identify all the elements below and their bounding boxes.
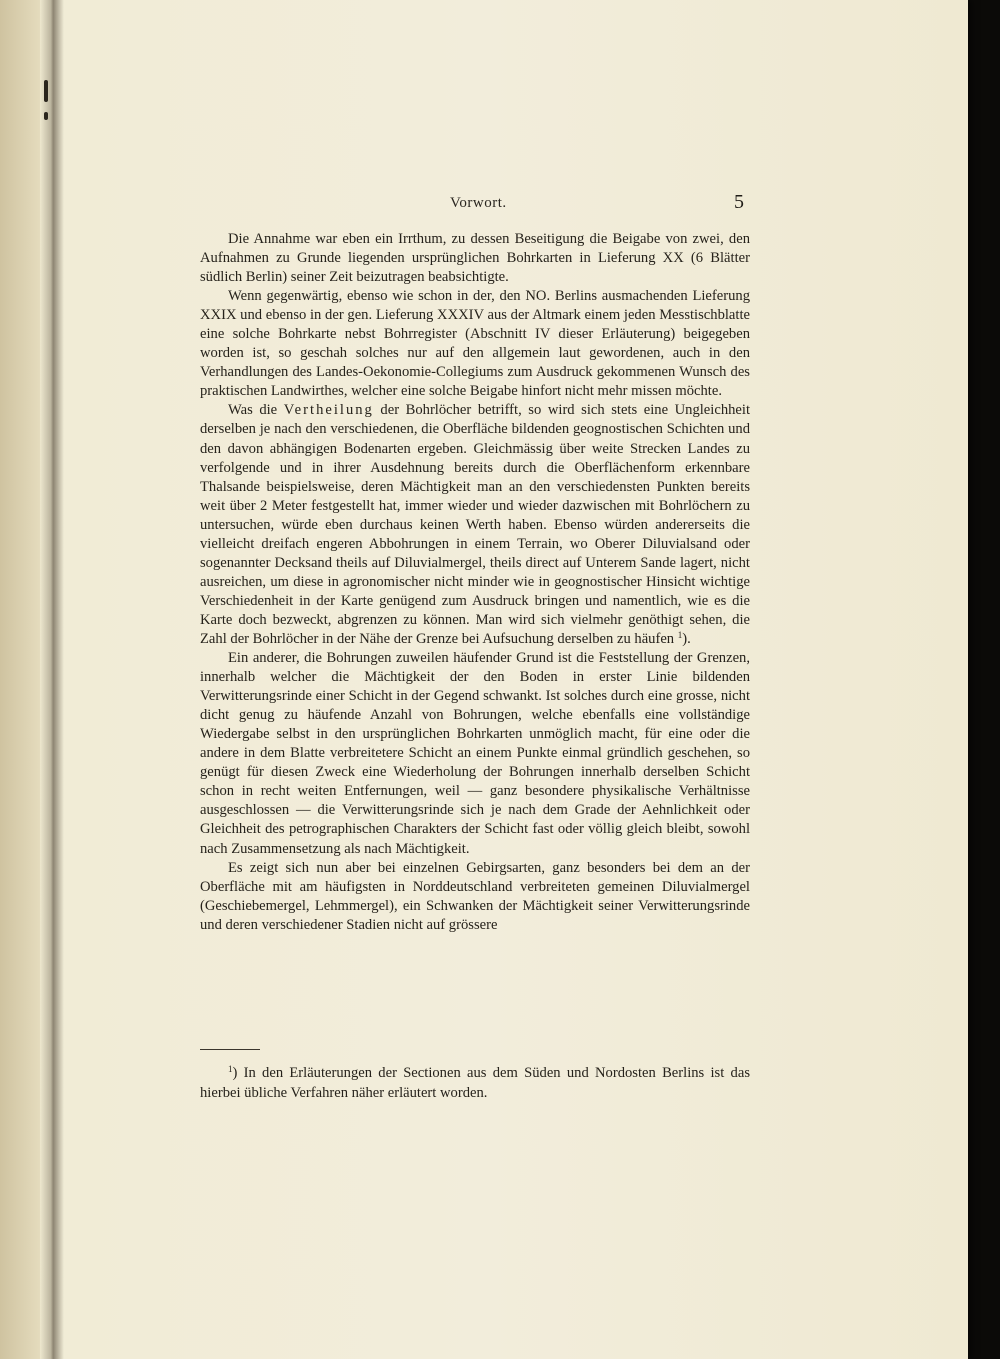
paragraph bbox=[200, 401, 750, 649]
body-text bbox=[200, 230, 750, 935]
paragraph bbox=[200, 230, 750, 287]
footnote-marker: 1 bbox=[228, 1064, 233, 1074]
binding-gutter bbox=[40, 0, 64, 1359]
paragraph-lead: Was die bbox=[228, 402, 278, 419]
footnote-reference[interactable]: 1 bbox=[677, 629, 683, 640]
running-head: Vorwort. bbox=[450, 195, 507, 211]
binding-thread-mark bbox=[44, 112, 48, 120]
emphasized-term: Vertheilung bbox=[283, 402, 374, 419]
paragraph bbox=[200, 287, 750, 401]
page-header bbox=[200, 191, 750, 221]
page-number: 5 bbox=[734, 191, 744, 213]
paragraph-text: der Bohrlöcher betrifft, so wird sich stets eine Ungleichheit derselben je nach den verschiedenen, die Oberfläche bildenden geognostischen Schichten und den davon abhängigen Bodenarten ergeben. Gleichmässig über weite Strecken Landes zu verfolgende und in ihrer Ausdehnung bereits durch die Oberflächenform erkennbare Thalsande beispielsweise, deren Mächtigkeit man an den verschiedensten Punkten bereits weit über 2 Meter festgestellt hat, immer wieder und wieder dazwischen mit Bohrlöchern zu untersuchen, würde eben durchaus keinen Werth haben. Ebenso würden andererseits die vielleicht dreifach engeren Abbohrungen in einem Terrain, wo Oberer Diluvialsand oder sogenannter Decksand theils auf Diluvialmergel, theils direct auf Unterem Sande lagert, nicht ausreichen, um diese in agronomischer nicht minder wie in geognostischer Hinsicht wichtige Verschiedenheit in der Karte genügend zum Ausdruck bringen und namentlich, wie es die Karte doch bezweckt, abgrenzen zu können. Man wird sich vielmehr genöthigt sehen, die Zahl der Bohrlöcher in der Nähe der Grenze bei Aufsuchung derselben zu häufen bbox=[200, 402, 751, 647]
paragraph bbox=[200, 859, 750, 935]
paragraph-text: Die Annahme war eben ein Irrthum, zu dessen Beseitigung die Beigabe von zwei, den Aufnahmen zu Grunde liegenden ursprünglichen Bohrkarten in Lieferung XX (6 Blätter südlich Berlin) seiner Zeit beizutragen beabsichtigte. bbox=[200, 231, 750, 286]
binding-thread-mark bbox=[44, 80, 48, 102]
paragraph-text: Es zeigt sich nun aber bei einzelnen Gebirgsarten, ganz besonders bei dem an der Oberfläche mit am häufigsten in Norddeutschland verbreiteten gemeinen Diluvialmergel (Geschiebemergel, Lehmmergel), ein Schwanken der Mächtigkeit seiner Verwitterungsrinde und deren verschiedener Stadien nicht auf grössere bbox=[200, 859, 750, 933]
footnote-paragraph bbox=[200, 1064, 750, 1103]
paragraph-text: Wenn gegenwärtig, ebenso wie schon in der, den NO. Berlins ausmachenden Lieferung XXIX und ebenso in der gen. Lieferung XXXIV aus der Altmark einem jeden Messtischblatte eine solche Bohrkarte nebst Bohrregister (Abschnitt IV dieser Erläuterung) beigegeben worden ist, so geschah solches nur auf den allgemein laut gewordenen, auch in den Verhandlungen des Landes-Oekonomie-Collegiums zum Ausdruck gekommenen Wunsch des praktischen Landwirthes, welcher eine solche Beigabe hinfort nicht mehr missen möchte. bbox=[200, 288, 750, 400]
footnote-text: ) In den Erläuterungen der Sectionen aus dem Süden und Nordosten Berlins ist das hierbei übliche Verfahren näher erläutert worden. bbox=[200, 1065, 750, 1101]
previous-page-edge bbox=[0, 0, 40, 1359]
paragraph-tail: ). bbox=[682, 630, 691, 647]
footnote-divider bbox=[200, 1049, 260, 1050]
footnote bbox=[200, 1064, 750, 1103]
paragraph-text: Ein anderer, die Bohrungen zuweilen häufender Grund ist die Feststellung der Grenzen, innerhalb welcher die Mächtigkeit der den Boden in erster Linie bildenden Verwitterungsrinde einer Schicht in der Gegend schwankt. Ist solches durch eine grosse, nicht dicht genug zu häufende Anzahl von Bohrungen, welche ebenfalls eine vollständige Wiedergabe selbst in den ursprünglichen Bohrkarten unmöglich macht, für eine oder die andere in dem Blatte verbreitetere Schicht an einem Punkte einmal gründlich geschehen, so genügt für diesen Zweck eine Wiederholung der Bohrungen innerhalb derselben Schicht schon in recht weiten Entfernungen, weil — ganz besondere physikalische Verhältnisse ausgeschlossen — die Verwitterungsrinde sich je nach dem Grade der Aehnlichkeit oder Gleichheit des petrographischen Charakters der Schicht fast oder völlig gleich bleibt, sowohl nach Zusammensetzung als nach Mächtigkeit. bbox=[200, 650, 750, 857]
paragraph bbox=[200, 649, 750, 859]
